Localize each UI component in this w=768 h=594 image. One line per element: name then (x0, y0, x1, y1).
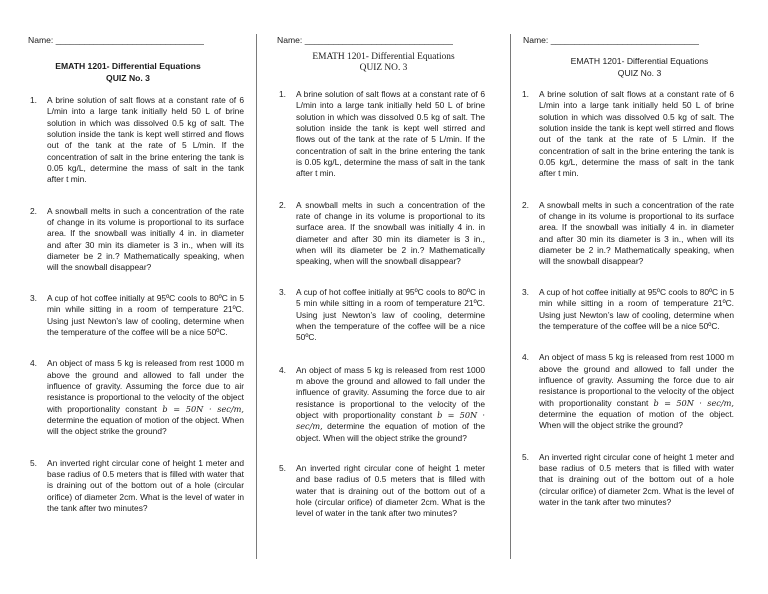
name-field-label: Name: _______________________________ (28, 35, 204, 45)
question-item (30, 458, 244, 515)
quiz-number: QUIZ No. 3 (106, 73, 150, 83)
question-number: 1. (30, 95, 37, 105)
quiz-copy-3 (511, 0, 768, 594)
question-item (279, 365, 485, 444)
question-text: determine the equation of motion of the object. When will the object strike the ground? (47, 414, 244, 437)
quiz-number: QUIZ NO. 3 (359, 63, 408, 73)
question-text: A cup of hot coffee initially at 95ºC cools to 80ºC in 5 min while sitting in a room of temperature 21ºC. Using just Newton’s law of cooling, determine when the temperature of the coffee will be a nice 50ºC. (47, 292, 244, 337)
question-text: A cup of hot coffee initially at 95ºC cools to 80ºC in 5 min while sitting in a room of temperature 21ºC. Using just Newton’s law of cooling, determine when the temperature of the coffee will be a nice 50ºC. (539, 286, 734, 331)
question-item (30, 95, 244, 186)
question-text: An inverted right circular cone of height 1 meter and base radius of 0.5 meters that is filled with water that is draining out of the bottom out of a hole (circular orifice) of diameter 2cm. What is the level of water in the tank after two minutes? (47, 457, 244, 513)
question-item (522, 200, 734, 268)
question-item (279, 287, 485, 344)
course-title: EMATH 1201- Differential Equations (312, 52, 455, 62)
question-item (279, 463, 485, 520)
quiz-title (257, 52, 510, 74)
formula: b = 50N · sec/m, (653, 397, 735, 408)
question-number: 1. (279, 89, 286, 99)
question-text: A snowball melts in such a concentration of the rate of change in its volume is proportional to its surface area. If the snowball was initially 4 in. in diameter and after 30 min its diameter is 3 in., when will its diameter be 2 in.? Mathematically speaking, when will the snowball disappear? (47, 205, 244, 273)
question-text: A snowball melts in such a concentration of the rate of change in its volume is proportional to its surface area. If the snowball was initially 4 in. in diameter and after 30 min its diameter is 3 in., when will its diameter be 2 in.? Mathematically speaking, when will the snowball disappear? (296, 199, 485, 267)
question-text: An object of mass 5 kg is released from rest 1000 m above the ground and allowed to fall under the influence of gravity. Assuming the force due to air resistance is proportional to the velocity of the object with proportionality constant (539, 352, 734, 408)
question-list (279, 89, 485, 520)
question-text: A brine solution of salt flows at a constant rate of 6 L/min into a large tank initially held 50 L of brine solution in which was dissolved 0.5 kg of salt. The solution inside the tank is kept well stirred and flows out of the tank at the rate of 5 L/min. If the concentration of salt in the brine entering the tank is 0.05 kg/L, determine the mass of salt in the tank after t min. (539, 89, 734, 179)
question-number: 4. (279, 364, 286, 375)
quiz-title (0, 60, 256, 84)
question-item (522, 287, 734, 332)
question-item (522, 452, 734, 509)
course-title: EMATH 1201- Differential Equations (570, 56, 709, 66)
question-number: 2. (30, 205, 37, 216)
question-item (522, 352, 734, 431)
question-item (30, 293, 244, 338)
question-number: 3. (522, 286, 529, 297)
question-number: 3. (279, 286, 286, 297)
question-text: A brine solution of salt flows at a constant rate of 6 L/min into a large tank initially held 50 L of brine solution in which was dissolved 0.5 kg of salt. The solution inside the tank is kept well stirred and flows out of the tank at the rate of 5 L/min. If the concentration of salt in the brine entering the tank is 0.05 kg/L, determine the mass of salt in the tank after t min. (296, 89, 485, 179)
question-text: An object of mass 5 kg is released from rest 1000 m above the ground and allowed to fall under the influence of gravity. Assuming the force due to air resistance is proportional to the velocity of the object with proportionality constant (47, 358, 244, 414)
question-item (522, 89, 734, 180)
question-list (30, 95, 244, 514)
question-text: determine the equation of motion of the object. When will the object strike the ground? (296, 421, 486, 443)
quiz-title (511, 55, 768, 79)
question-text: determine the equation of motion of the object. When will the object strike the ground? (539, 408, 734, 431)
question-text: An object of mass 5 kg is released from rest 1000 m above the ground and allowed to fall under the influence of gravity. Assuming the force due to air resistance is proportional to the velocity of the object with proportionality constant (296, 364, 485, 420)
question-number: 2. (279, 199, 286, 210)
question-list (522, 89, 734, 508)
question-text: A cup of hot coffee initially at 95ºC cools to 80ºC in 5 min while sitting in a room of temperature 21ºC. Using just Newton’s law of cooling, determine when the temperature of the coffee will be a nice 50ºC. (296, 286, 485, 343)
question-item (279, 200, 485, 268)
question-number: 1. (522, 89, 529, 99)
question-number: 5. (279, 462, 286, 473)
formula: b = 50N · sec/m, (296, 409, 485, 432)
question-number: 4. (30, 358, 37, 369)
name-field-label: Name: _______________________________ (277, 35, 453, 45)
question-number: 3. (30, 292, 37, 303)
question-number: 5. (522, 451, 529, 462)
course-title: EMATH 1201- Differential Equations (55, 61, 201, 71)
question-text: An inverted right circular cone of height 1 meter and base radius of 0.5 meters that is filled with water that is draining out of the bottom out of a hole (circular orifice) of diameter 2cm. What is the level of water in the tank after two minutes? (296, 462, 485, 519)
question-item (30, 358, 244, 437)
name-field-label: Name: _______________________________ (523, 35, 699, 45)
question-item (279, 89, 485, 180)
question-text: A snowball melts in such a concentration of the rate of change in its volume is proportional to its surface area. If the snowball was initially 4 in. in diameter and after 30 min its diameter is 3 in., when will its diameter be 2 in.? Mathematically speaking, when will the snowball disappear? (539, 199, 734, 267)
formula: b = 50N · sec/m, (162, 403, 245, 414)
question-text: A brine solution of salt flows at a constant rate of 6 L/min into a large tank initially held 50 L of brine solution in which was dissolved 0.5 kg of salt. The solution inside the tank is kept well stirred and flows out of the tank at the rate of 5 L/min. If the concentration of salt in the brine entering the tank is 0.05 kg/L, determine the mass of salt in the tank after t min. (47, 95, 244, 185)
quiz-copy-1 (0, 0, 256, 594)
question-number: 2. (522, 199, 529, 210)
quiz-number: QUIZ No. 3 (617, 68, 662, 78)
question-number: 4. (522, 352, 529, 363)
question-text: An inverted right circular cone of height 1 meter and base radius of 0.5 meters that is filled with water that is draining out of the bottom out of a hole (circular orifice) of diameter 2cm. What is the level of water in the tank after two minutes? (539, 451, 735, 507)
question-number: 5. (30, 457, 37, 468)
quiz-copy-2 (257, 0, 510, 594)
question-item (30, 206, 244, 274)
